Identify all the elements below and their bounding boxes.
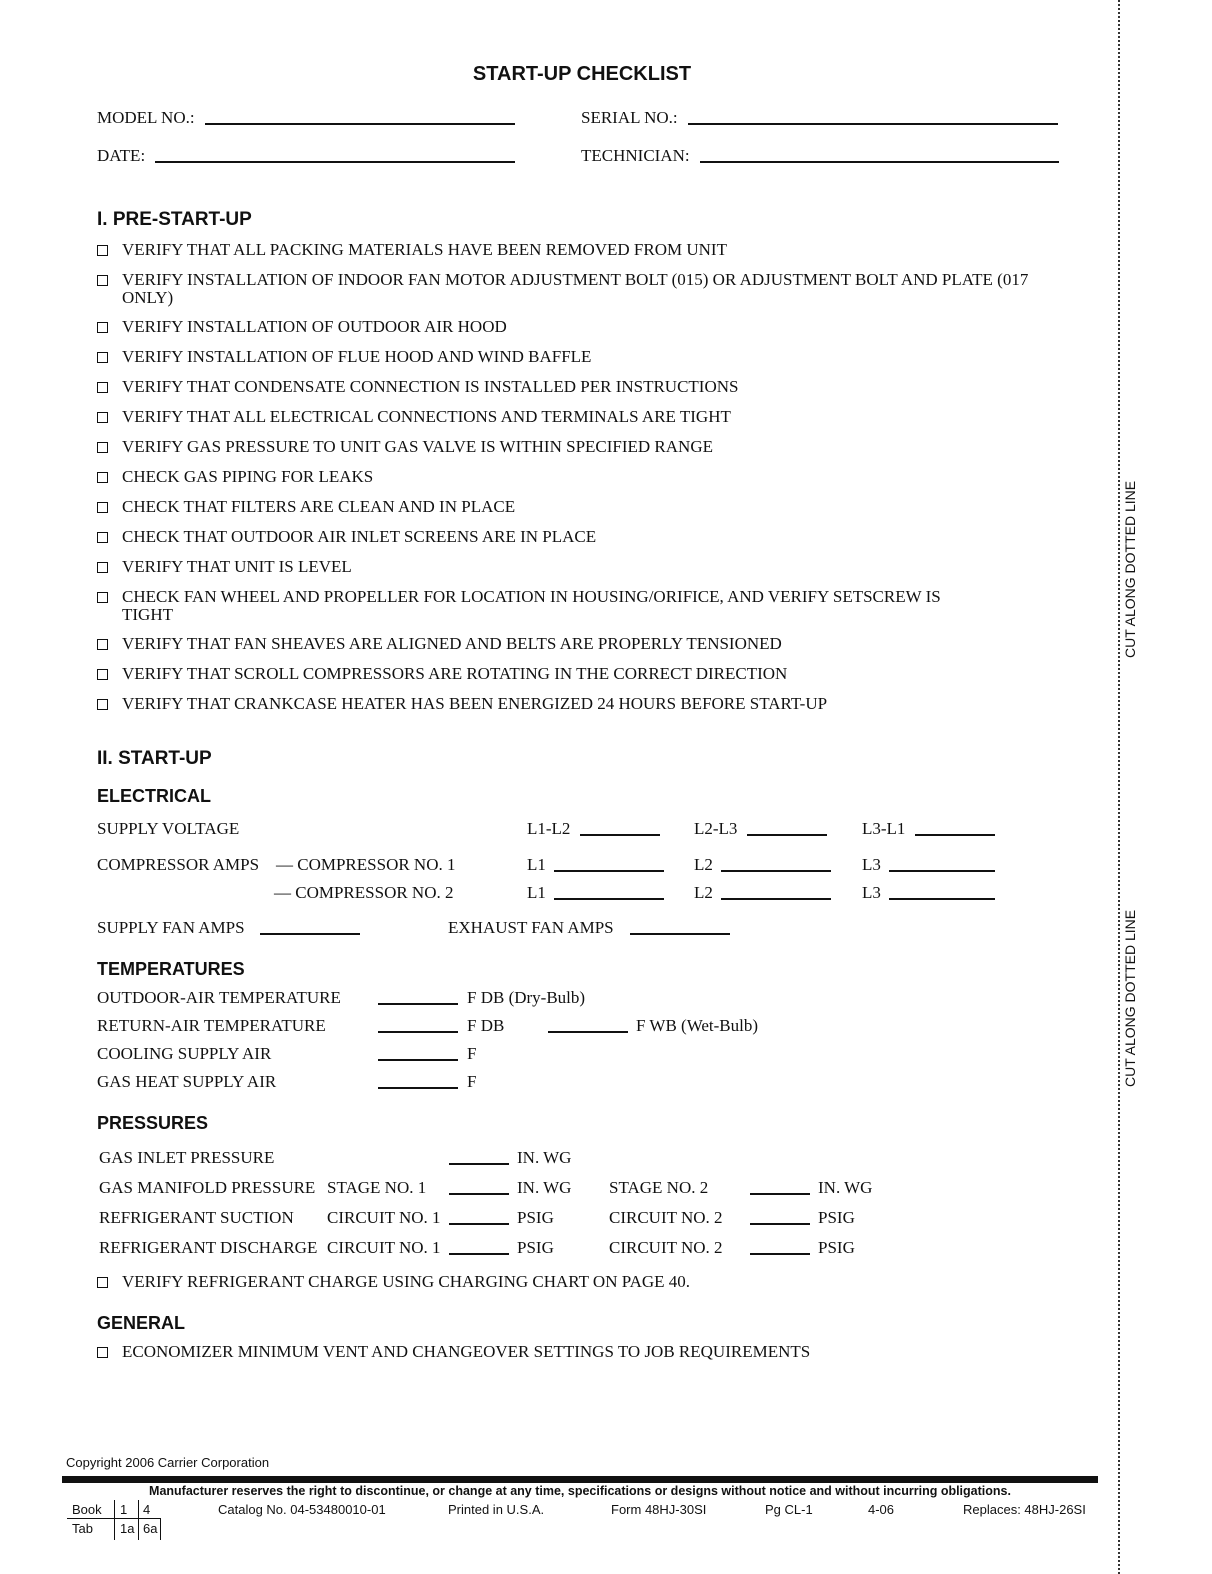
stage-1-field[interactable] [449,1193,509,1195]
compressor-amps-label: COMPRESSOR AMPS [97,855,260,874]
checkbox[interactable] [97,669,108,680]
gas-heat-f-label: F [467,1072,477,1091]
cooling-supply-label: COOLING SUPPLY AIR [97,1044,272,1063]
stage-1-label: STAGE NO. 1 [327,1178,427,1197]
suction-circuit-2-label: CIRCUIT NO. 2 [609,1208,723,1227]
pre-startup-heading: I. PRE-START-UP [97,209,252,230]
c1-l1-field[interactable] [554,870,664,872]
checkbox[interactable] [97,1347,108,1358]
discharge-circuit-1-label: CIRCUIT NO. 1 [327,1238,441,1257]
c2-l3-field[interactable] [889,898,995,900]
cooling-supply-field[interactable] [378,1059,458,1061]
checkbox[interactable] [97,245,108,256]
checkbox[interactable] [97,352,108,363]
gas-heat-supply-label: GAS HEAT SUPPLY AIR [97,1072,277,1091]
l3-l1-label: L3-L1 [862,819,906,838]
c2-l3-label: L3 [862,883,881,902]
l2-l3-label: L2-L3 [694,819,738,838]
book-col-divider-3 [160,1518,161,1540]
refrigerant-discharge-label: REFRIGERANT DISCHARGE [99,1238,318,1257]
checkbox[interactable] [97,322,108,333]
discharge-circuit-1-field[interactable] [449,1253,509,1255]
stage-1-unit: IN. WG [517,1178,572,1197]
c1-l2-field[interactable] [721,870,831,872]
cut-line-label-bottom: CUT ALONG DOTTED LINE [1122,909,1138,1087]
cut-line-label-top: CUT ALONG DOTTED LINE [1122,480,1138,658]
gas-heat-supply-field[interactable] [378,1087,458,1089]
temperatures-heading: TEMPERATURES [97,959,245,979]
book-1: 1 [120,1502,128,1517]
book-2: 4 [143,1502,151,1517]
stage-2-unit: IN. WG [818,1178,873,1197]
copyright: Copyright 2006 Carrier Corporation [66,1455,270,1470]
suction-circuit-1-unit: PSIG [517,1208,554,1227]
supply-fan-amps-label: SUPPLY FAN AMPS [97,918,245,937]
compressor-2-label: — COMPRESSOR NO. 2 [274,883,454,902]
discharge-circuit-1-unit: PSIG [517,1238,554,1257]
checkbox[interactable] [97,442,108,453]
checkbox[interactable] [97,592,108,603]
date-label: DATE: [97,146,146,165]
tab-label: Tab [72,1521,93,1536]
supply-fan-amps-field[interactable] [260,933,360,935]
gas-inlet-field[interactable] [449,1163,509,1165]
checkbox[interactable] [97,502,108,513]
stage-2-label: STAGE NO. 2 [609,1178,709,1197]
print-date: 4-06 [868,1502,895,1517]
c2-l1-field[interactable] [554,898,664,900]
c1-l3-label: L3 [862,855,881,874]
date-field[interactable] [155,161,515,163]
checkbox[interactable] [97,275,108,286]
c2-l1-label: L1 [527,883,546,902]
form-no: Form 48HJ-30SI [611,1502,707,1517]
printed-in: Printed in U.S.A. [448,1502,545,1517]
cooling-f-label: F [467,1044,477,1063]
electrical-heading: ELECTRICAL [97,786,211,806]
outdoor-air-field[interactable] [378,1003,458,1005]
technician-field[interactable] [700,161,1059,163]
footer-notice: Manufacturer reserves the right to discontinue, or change at any time, specifications or designs without notice and without incurring obligations. [149,1484,1011,1498]
exhaust-fan-amps-label: EXHAUST FAN AMPS [448,918,614,937]
f-db-dry-label: F DB (Dry-Bulb) [467,988,586,1007]
l2-l3-field[interactable] [747,834,827,836]
l1-l2-label: L1-L2 [527,819,571,838]
checkbox[interactable] [97,532,108,543]
general-heading: GENERAL [97,1313,186,1333]
checkbox[interactable] [97,562,108,573]
book-col-divider-2 [138,1500,139,1540]
c1-l1-label: L1 [527,855,546,874]
checkbox[interactable] [97,1277,108,1288]
suction-circuit-2-unit: PSIG [818,1208,855,1227]
gas-inlet-unit: IN. WG [517,1148,572,1167]
suction-circuit-1-field[interactable] [449,1223,509,1225]
serial-no-label: SERIAL NO.: [581,108,678,127]
footer-rule [62,1476,1098,1483]
l1-l2-field[interactable] [580,834,660,836]
checkbox[interactable] [97,699,108,710]
discharge-circuit-2-label: CIRCUIT NO. 2 [609,1238,723,1257]
catalog-no: Catalog No. 04-53480010-01 [218,1502,386,1517]
supply-voltage-label: SUPPLY VOLTAGE [97,819,240,838]
return-air-db-field[interactable] [378,1031,458,1033]
technician-label: TECHNICIAN: [581,146,690,165]
discharge-circuit-2-unit: PSIG [818,1238,855,1257]
discharge-circuit-2-field[interactable] [750,1253,810,1255]
exhaust-fan-amps-field[interactable] [630,933,730,935]
cut-dotted-line [1118,0,1120,1574]
c2-l2-label: L2 [694,883,713,902]
c2-l2-field[interactable] [721,898,831,900]
tab-1: 1a [120,1521,135,1536]
checkbox[interactable] [97,382,108,393]
stage-2-field[interactable] [750,1193,810,1195]
book-col-divider-1 [114,1500,115,1540]
model-no-label: MODEL NO.: [97,108,195,127]
checkbox[interactable] [97,472,108,483]
compressor-1-label: — COMPRESSOR NO. 1 [276,855,456,874]
gas-inlet-label: GAS INLET PRESSURE [99,1148,275,1167]
f-db-label: F DB [467,1016,505,1035]
tab-2: 6a [143,1521,158,1536]
book-label: Book [72,1502,102,1517]
suction-circuit-2-field[interactable] [750,1223,810,1225]
l3-l1-field[interactable] [915,834,995,836]
refrigerant-suction-label: REFRIGERANT SUCTION [99,1208,294,1227]
return-air-wb-field[interactable] [548,1031,628,1033]
checkbox[interactable] [97,639,108,650]
outdoor-air-label: OUTDOOR-AIR TEMPERATURE [97,988,341,1007]
serial-no-field[interactable] [688,123,1058,125]
checkbox[interactable] [97,412,108,423]
suction-circuit-1-label: CIRCUIT NO. 1 [327,1208,441,1227]
return-air-label: RETURN-AIR TEMPERATURE [97,1016,326,1035]
page-title: START-UP CHECKLIST [472,63,692,85]
page-no: Pg CL-1 [765,1502,813,1517]
model-no-field[interactable] [205,123,515,125]
pressures-heading: PRESSURES [97,1113,209,1133]
startup-heading: II. START-UP [97,748,212,769]
c1-l2-label: L2 [694,855,713,874]
gas-manifold-label: GAS MANIFOLD PRESSURE [99,1178,316,1197]
f-wb-label: F WB (Wet-Bulb) [636,1016,759,1035]
replaces: Replaces: 48HJ-26SI [963,1502,1086,1517]
c1-l3-field[interactable] [889,870,995,872]
